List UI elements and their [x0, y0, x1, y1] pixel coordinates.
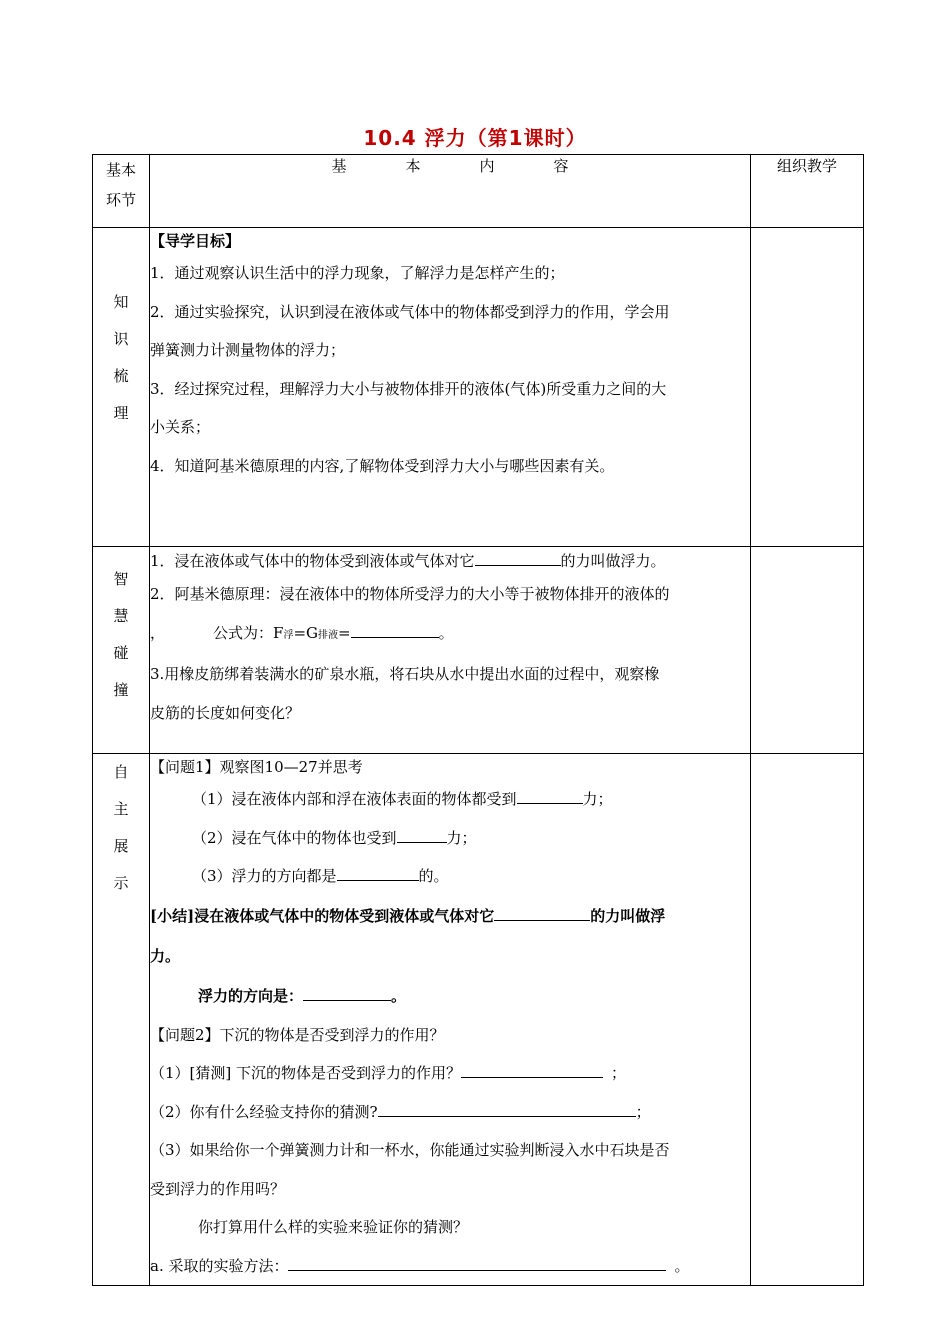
fill-blank[interactable]	[378, 1104, 636, 1117]
fill-blank[interactable]	[397, 830, 447, 843]
fill-blank[interactable]	[337, 868, 419, 881]
summary-line: 力。	[150, 946, 181, 965]
header-col2: 基 本 内 容	[331, 157, 591, 175]
header-col3: 组织教学	[776, 157, 837, 175]
problem-line: （1）浸在液体内部和浮在液体表面的物体都受到 力；	[192, 790, 613, 808]
question-line: 1．浸在液体或气体中的物体受到液体或气体对它 的力叫做浮力。	[150, 552, 666, 570]
problem-line: （3）浮力的方向都是 的。	[192, 867, 449, 885]
problem-line: a. 采取的实验方法： 。	[150, 1256, 690, 1275]
side-label-collision: 智慧碰撞	[113, 570, 129, 699]
formula-line: ， 公式为：F浮=G排液= 。	[150, 623, 454, 642]
header-col1: 基本环节	[105, 161, 136, 209]
problem-heading: 【问题2】下沉的物体是否受到浮力的作用？	[150, 1025, 445, 1044]
direction-line: 浮力的方向是： 。	[198, 986, 407, 1005]
problem-line: （2）你有什么经验支持你的猜测? ；	[150, 1102, 651, 1121]
problem-line: （1）[猜测] 下沉的物体是否受到浮力的作用？ ；	[150, 1064, 627, 1082]
question-line: 皮筋的长度如何变化？	[150, 703, 301, 722]
fill-blank[interactable]	[494, 908, 590, 921]
question-line: 2．阿基米德原理：浸在液体中的物体所受浮力的大小等于被物体排开的液体的	[150, 585, 670, 603]
table-header-row	[93, 155, 864, 228]
section-knowledge	[93, 228, 864, 547]
goal-line: 小关系；	[150, 418, 211, 436]
fill-blank[interactable]	[461, 1065, 603, 1078]
fill-blank[interactable]	[351, 625, 439, 638]
problem-line: （3）如果给你一个弹簧测力计和一杯水，你能通过实验判断浸入水中石块是否	[150, 1141, 670, 1159]
goal-line: 弹簧测力计测量物体的浮力；	[150, 341, 346, 359]
summary-line: [小结]浸在液体或气体中的物体受到液体或气体对它 的力叫做浮	[150, 906, 666, 925]
section-showcase	[93, 754, 864, 1286]
problem-heading: 【问题1】观察图10—27并思考	[150, 758, 363, 776]
side-label-showcase: 自主展示	[113, 763, 129, 892]
fill-blank[interactable]	[288, 1258, 666, 1271]
goal-line: 1．通过观察认识生活中的浮力现象，了解浮力是怎样产生的；	[150, 264, 565, 282]
fill-blank[interactable]	[475, 553, 561, 566]
goal-line: 2．通过实验探究，认识到浸在液体或气体中的物体都受到浮力的作用，学会用	[150, 302, 670, 321]
problem-line: （2）浸在气体中的物体也受到 力；	[192, 828, 477, 847]
question-line: 3.用橡皮筋绑着装满水的矿泉水瓶，将石块从水中提出水面的过程中，观察橡	[150, 665, 660, 683]
section-collision	[93, 547, 864, 754]
section-heading: 【导学目标】	[150, 232, 241, 250]
side-label-knowledge: 知识梳理	[113, 293, 129, 422]
fill-blank[interactable]	[517, 791, 583, 804]
goal-line: 4．知道阿基米德原理的内容,了解物体受到浮力大小与哪些因素有关。	[150, 456, 615, 475]
problem-line: 你打算用什么样的实验来验证你的猜测？	[198, 1218, 469, 1236]
fill-blank[interactable]	[303, 988, 391, 1001]
page-title: 10.4 浮力（第1课时）	[363, 126, 587, 150]
lesson-table	[92, 154, 864, 1286]
problem-line: 受到浮力的作用吗？	[150, 1179, 286, 1198]
goal-line: 3．经过探究过程，理解浮力大小与被物体排开的液体(气体)所受重力之间的大	[150, 379, 667, 398]
